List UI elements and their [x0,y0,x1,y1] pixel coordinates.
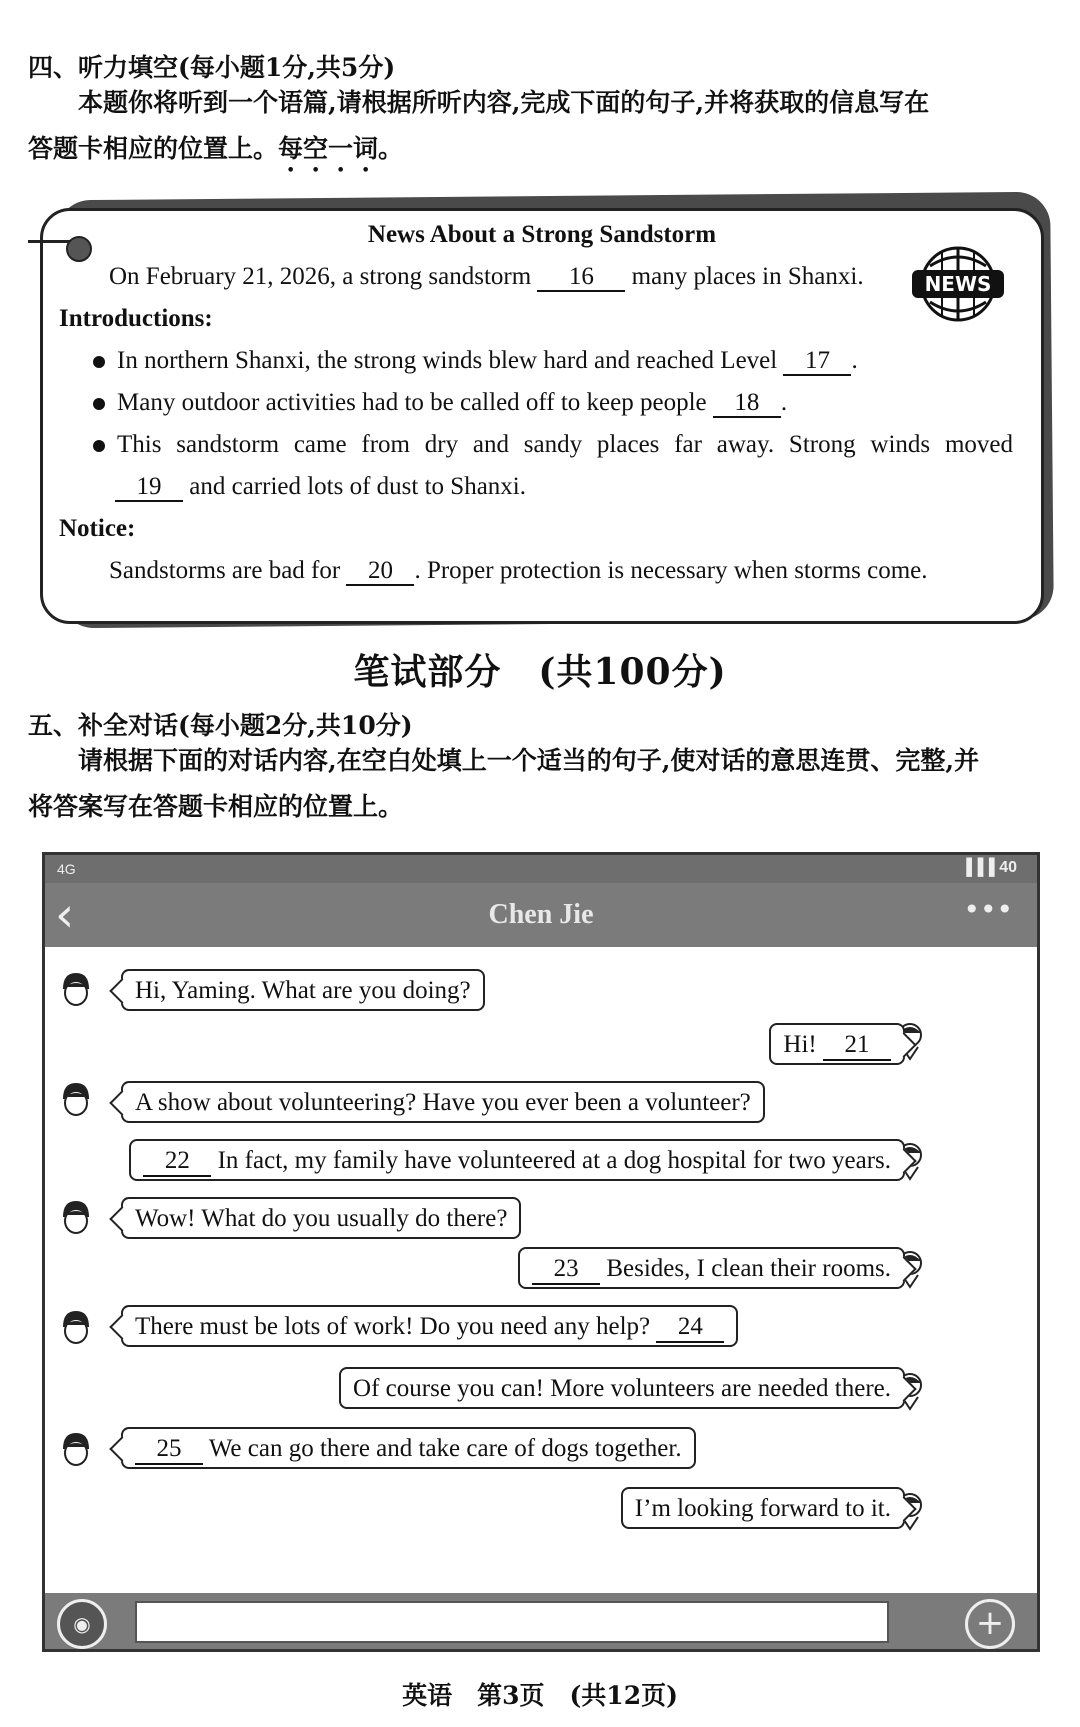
instruction-period: 。 [378,134,404,163]
blank-16[interactable]: 16 [537,264,625,292]
bullet-3-text-end: and carried lots of dust to Shanxi. [189,473,526,500]
notice-label: Notice: [59,515,136,542]
message-2-text: Hi! [783,1031,817,1058]
bullet-2 [93,389,787,418]
notice-text: Sandstorms are bad for [109,557,341,584]
chen-jie-avatar [59,971,93,1011]
bullet-3-line1 [93,431,1013,459]
message-1-text: Hi, Yaming. What are you doing? [135,977,471,1004]
message-7-text: There must be lots of work! Do you need any help? [135,1313,651,1340]
chen-jie-avatar [59,1431,93,1471]
bullet-1-text: In northern Shanxi, the strong winds blew hard and reached Level [117,347,778,374]
chat-header [45,883,1037,947]
blank-19[interactable]: 19 [115,474,183,502]
message-9 [121,1427,696,1469]
blank-18[interactable]: 18 [713,390,781,418]
message-8 [339,1367,905,1409]
section-4-instruction-line1: 本题你将听到一个语篇,请根据所听内容,完成下面的句子,并将获取的信息写在 [78,88,930,117]
bullet-1 [93,347,858,376]
section-5-instruction-line1: 请根据下面的对话内容,在空白处填上一个适当的句子,使对话的意思连贯、完整,并 [78,746,980,775]
instruction-text: 答题卡相应的位置上。 [28,134,279,163]
news-card [40,208,1044,624]
bullet-dot [93,398,105,410]
contact-name: Chen Jie [488,899,594,930]
pin-icon [66,236,92,262]
blank-22[interactable]: 22 [143,1147,211,1177]
message-5 [121,1197,521,1239]
chen-jie-avatar [59,1309,93,1349]
instruction-emphasis: 每空一词 [278,134,379,163]
bullet-dot [93,440,105,452]
message-6 [518,1247,905,1289]
signal-text: 4G [57,861,76,877]
section-5-instruction-line2: 将答案写在答题卡相应的位置上。 [28,792,404,821]
message-4-text: In fact, my family have volunteered at a dog hospital for two years. [217,1147,891,1174]
bullet-2-text: Many outdoor activities had to be called off to keep people [117,389,707,416]
message-10-text: I’m looking forward to it. [634,1495,891,1522]
blank-17[interactable]: 17 [783,348,851,376]
message-5-text: Wow! What do you usually do there? [135,1205,508,1232]
chat-input-bar [45,1593,1037,1649]
news-intro-line [109,263,864,292]
intro-text-end: many places in Shanxi. [631,263,864,290]
bullet-3-line2 [115,473,526,502]
section-5-title: 五、补全对话(每小题2分,共10分) [28,711,413,740]
intro-text: On February 21, 2026, a strong sandstorm [109,263,532,290]
news-badge-label: NEWS [924,272,992,296]
bullet-2-end: . [780,389,788,416]
bullet-dot [93,356,105,368]
message-8-text: Of course you can! More volunteers are needed there. [353,1375,891,1402]
message-7 [121,1305,738,1347]
more-options-icon[interactable]: ••• [963,893,1013,926]
battery-indicator: ▐▐▐ 40 [960,859,1017,876]
bullet-3-text: This sandstorm came from dry and sandy places far away. Strong winds moved [117,431,1013,458]
chen-jie-avatar [59,1081,93,1121]
message-2 [769,1023,905,1065]
blank-21[interactable]: 21 [823,1031,891,1061]
back-arrow-icon[interactable]: ‹ [55,887,75,943]
news-globe-icon [912,238,1004,330]
message-input[interactable] [135,1601,889,1643]
notice-line [109,557,928,586]
message-3 [121,1081,765,1123]
blank-24[interactable]: 24 [656,1313,724,1343]
introductions-label: Introductions: [59,305,213,332]
status-bar [45,855,1037,883]
news-title: News About a Strong Sandstorm [367,221,717,248]
written-section-title: 笔试部分 (共100分) [353,651,727,693]
add-icon[interactable]: + [965,1599,1015,1649]
page-footer: 英语 第3页 (共12页) [402,1681,678,1710]
message-10 [621,1487,905,1529]
blank-23[interactable]: 23 [532,1255,600,1285]
section-4-instruction-line2 [28,126,1048,178]
blank-25[interactable]: 25 [135,1435,203,1465]
bullet-1-end: . [851,347,858,374]
message-4 [129,1139,905,1181]
message-3-text: A show about volunteering? Have you ever been a volunteer? [135,1089,751,1116]
message-9-text: We can go there and take care of dogs together. [208,1435,682,1462]
section-4-title: 四、听力填空(每小题1分,共5分) [28,53,396,82]
message-1 [121,969,485,1011]
blank-20[interactable]: 20 [346,558,414,586]
notice-text-end: . Proper protection is necessary when storms come. [414,557,928,584]
message-6-text: Besides, I clean their rooms. [606,1255,891,1282]
chen-jie-avatar [59,1199,93,1239]
phone-chat-window [42,852,1040,1652]
voice-icon[interactable]: ◉ [57,1599,107,1649]
